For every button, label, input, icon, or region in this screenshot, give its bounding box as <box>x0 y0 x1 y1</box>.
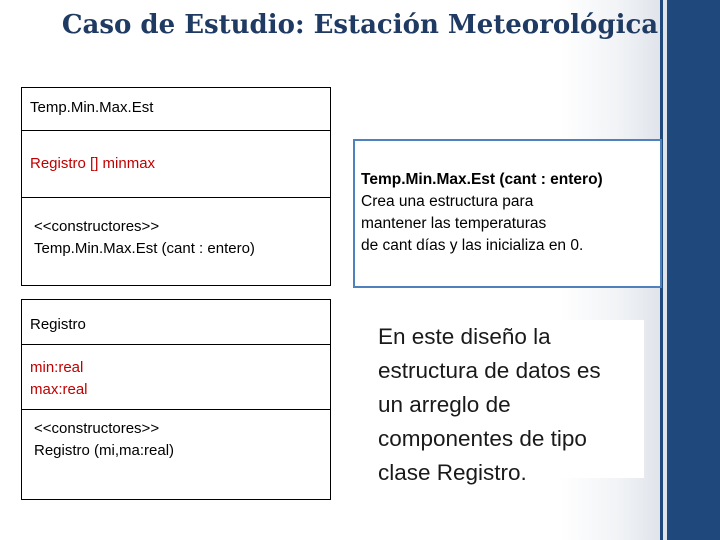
description-line: de cant días y las inicializa en 0. <box>361 237 584 254</box>
uml-attribute: max:real <box>30 381 88 398</box>
description-line: mantener las temperaturas <box>361 215 547 232</box>
uml-class-name: Registro <box>30 316 86 333</box>
side-accent-bar <box>667 0 720 540</box>
note-line: un arreglo de <box>378 392 511 417</box>
uml-class-name-section <box>22 88 330 131</box>
uml-stereotype: <<constructores>> <box>34 420 160 437</box>
description-heading: Temp.Min.Max.Est (cant : entero) <box>361 171 603 188</box>
uml-attribute: min:real <box>30 359 84 376</box>
description-line: Crea una estructura para <box>361 193 534 210</box>
note-line: En este diseño la <box>378 324 551 349</box>
note-line: componentes de tipo <box>378 426 587 451</box>
uml-class-name-section <box>22 300 330 345</box>
uml-attributes-section <box>22 131 330 198</box>
design-note <box>378 320 644 485</box>
slide-title: Caso de Estudio: Estación Meteorológica <box>61 10 659 40</box>
constructor-description-box <box>353 139 662 288</box>
note-line: estructura de datos es <box>378 358 601 383</box>
uml-stereotype: <<constructores>> <box>34 218 160 235</box>
uml-class-registro <box>21 299 331 500</box>
note-line: clase Registro. <box>378 460 527 485</box>
uml-attributes-section <box>22 345 330 410</box>
uml-methods-section <box>22 410 330 499</box>
uml-class-name: Temp.Min.Max.Est <box>30 99 154 116</box>
uml-constructor: Registro (mi,ma:real) <box>34 442 175 459</box>
uml-class-tempminmax <box>21 87 331 286</box>
uml-constructor: Temp.Min.Max.Est (cant : entero) <box>34 240 255 257</box>
uml-attribute: Registro [] minmax <box>30 155 156 172</box>
uml-methods-section <box>22 198 330 285</box>
